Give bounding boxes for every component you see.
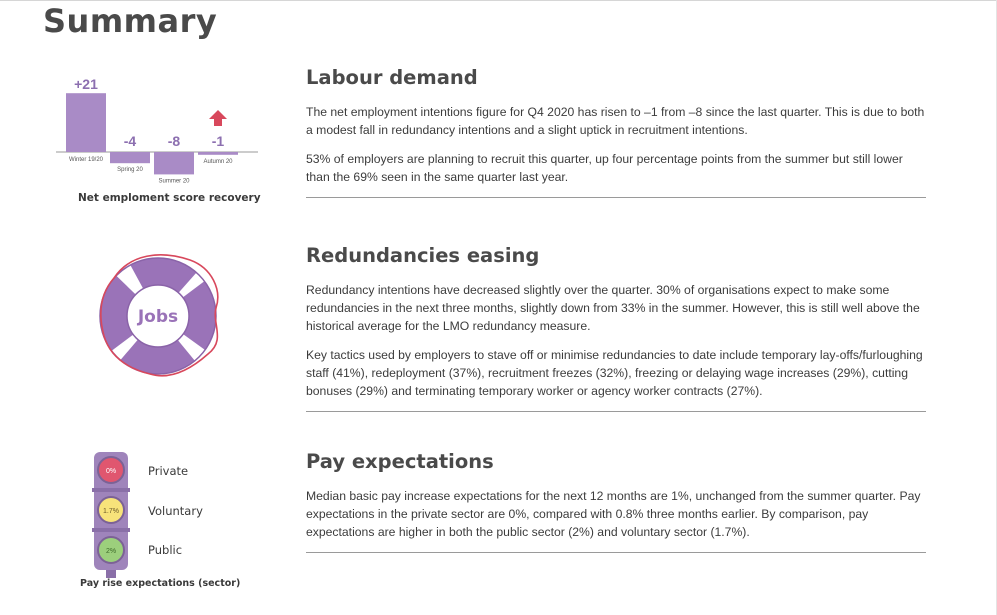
chart-bar <box>110 152 150 163</box>
bar-value-label: -1 <box>211 133 225 149</box>
traffic-light-caption: Pay rise expectations (sector) <box>80 578 241 589</box>
section-divider <box>306 552 926 553</box>
section-heading: Pay expectations <box>306 450 494 473</box>
section-paragraph: Redundancy intentions have decreased slightly over the quarter. 30% of organisations expect to make some redundancies in the next three months, slightly down from 33% in the summer. However, this is still well above the historical average for the LMO redundancy measure. <box>306 283 920 333</box>
section-redundancies-easing <box>306 244 926 412</box>
section-divider <box>306 197 926 198</box>
section-divider <box>306 411 926 412</box>
light-value: 1.7% <box>103 508 119 515</box>
light-value: 0% <box>105 468 117 475</box>
traffic-light-post <box>106 570 116 578</box>
net-employment-chart <box>52 70 262 210</box>
pay-traffic-light <box>80 450 260 595</box>
bar-chart-svg <box>52 70 262 188</box>
sector-label-private: Private <box>148 464 189 478</box>
chart-bar <box>154 152 194 174</box>
section-heading: Labour demand <box>306 66 478 89</box>
section-paragraph: Median basic pay increase expectations for the next 12 months are 1%, unchanged from the summer quarter. Pay expectations in the private sector are 0%, compared with 0.8% three months earlier. By comparison, pay expectations are higher in both the public sector (2%) and voluntary sector (1.7%). <box>306 489 921 539</box>
bar-category-label: Spring 20 <box>117 167 143 174</box>
section-paragraph: 53% of employers are planning to recruit this quarter, up four percentage points from the summer but still lower than the 69% seen in the same quarter last year. <box>306 152 903 184</box>
bar-value-label: -4 <box>123 133 137 149</box>
sector-label-voluntary: Voluntary <box>148 504 203 518</box>
sector-label-public: Public <box>148 543 183 557</box>
section-pay-expectations <box>306 450 926 553</box>
bar-value-label: +21 <box>74 76 98 93</box>
up-arrow-icon <box>209 110 227 126</box>
page-title: Summary <box>43 2 218 40</box>
lifebuoy-label: Jobs <box>137 307 179 327</box>
jobs-lifebuoy-illustration <box>90 250 230 390</box>
section-heading: Redundancies easing <box>306 244 540 267</box>
chart-caption: Net emploment score recovery <box>78 192 261 204</box>
chart-bar <box>198 152 238 155</box>
section-paragraph: The net employment intentions figure for Q4 2020 has risen to –1 from –8 since the last quarter. This is due to both a modest fall in redundancy intentions and a slight uptick in recruitment intentions. <box>306 105 925 137</box>
bar-category-label: Summer 20 <box>158 178 190 185</box>
top-border <box>0 0 997 1</box>
section-labour-demand <box>306 66 926 198</box>
light-value: 2% <box>105 548 117 555</box>
chart-bar <box>66 93 106 152</box>
bar-value-label: -8 <box>167 133 181 149</box>
bar-category-label: Winter 19/20 <box>68 157 104 163</box>
section-paragraph: Key tactics used by employers to stave off or minimise redundancies to date include temporary lay-offs/furloughing staff (41%), redeployment (37%), recruitment freezes (32%), freezing or delaying wage increases (29%), cutting bonuses (29%) and terminating temporary worker or agency worker contracts (27%). <box>306 348 923 398</box>
bar-category-label: Autumn 20 <box>203 158 233 165</box>
